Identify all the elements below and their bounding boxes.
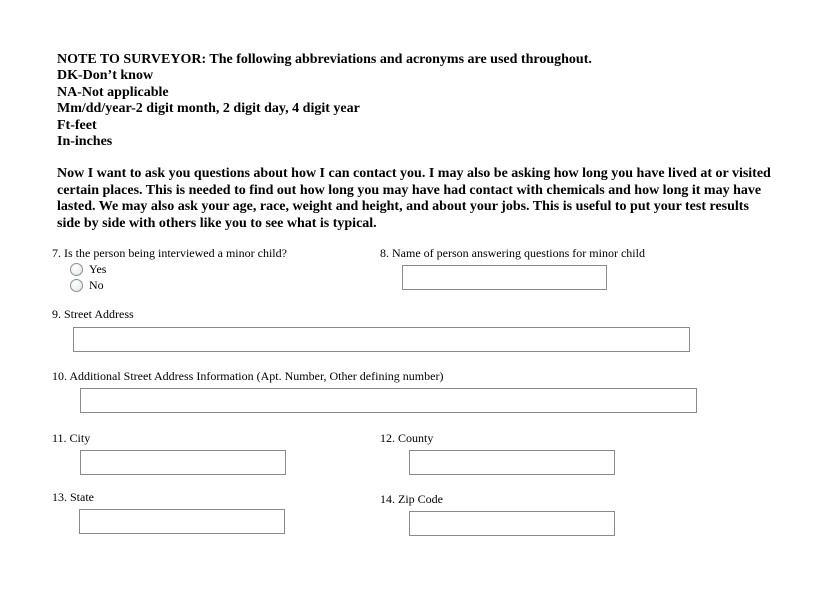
note-line-feet: Ft-feet bbox=[57, 117, 97, 133]
radio-no[interactable] bbox=[70, 279, 83, 292]
state-input[interactable] bbox=[79, 509, 285, 534]
zip-code-input[interactable] bbox=[409, 511, 615, 536]
q7-label: 7. Is the person being interviewed a minor child? bbox=[52, 246, 287, 260]
q8-label: 8. Name of person answering questions for minor child bbox=[380, 246, 645, 260]
q10-label: 10. Additional Street Address Information (Apt. Number, Other defining number) bbox=[52, 369, 444, 383]
radio-yes[interactable] bbox=[70, 263, 83, 276]
radio-no-label: No bbox=[89, 278, 104, 292]
intro-paragraph: Now I want to ask you questions about how I can contact you. I may also be asking how long you have lived at or visited certain places. This is needed to find out how long you may have had contact with chemicals and how long it may have lasted. We may also ask your age, race, weight and height, and about your jobs. This is useful to put your test results side by side with others like you to see what is typical. bbox=[57, 166, 771, 231]
note-line-inches: In-inches bbox=[57, 134, 113, 150]
city-input[interactable] bbox=[80, 450, 286, 475]
q12-label: 12. County bbox=[380, 431, 434, 445]
note-line-dk: DK-Don’t know bbox=[57, 68, 154, 84]
radio-option-no[interactable] bbox=[70, 278, 104, 293]
note-line-date-format: Mm/dd/year-2 digit month, 2 digit day, 4 digit year bbox=[57, 101, 360, 117]
surveyor-note bbox=[57, 52, 787, 150]
radio-yes-label: Yes bbox=[89, 262, 107, 276]
q9-label: 9. Street Address bbox=[52, 307, 134, 321]
note-line-na: NA-Not applicable bbox=[57, 84, 169, 100]
q14-label: 14. Zip Code bbox=[380, 492, 443, 506]
note-heading: NOTE TO SURVEYOR: The following abbreviations and acronyms are used throughout. bbox=[57, 52, 592, 67]
county-input[interactable] bbox=[409, 450, 615, 475]
minor-child-respondent-name-input[interactable] bbox=[402, 265, 607, 290]
additional-address-input[interactable] bbox=[80, 388, 697, 413]
q13-label: 13. State bbox=[52, 490, 94, 504]
radio-option-yes[interactable] bbox=[70, 262, 106, 277]
street-address-input[interactable] bbox=[73, 327, 690, 352]
q11-label: 11. City bbox=[52, 431, 91, 445]
